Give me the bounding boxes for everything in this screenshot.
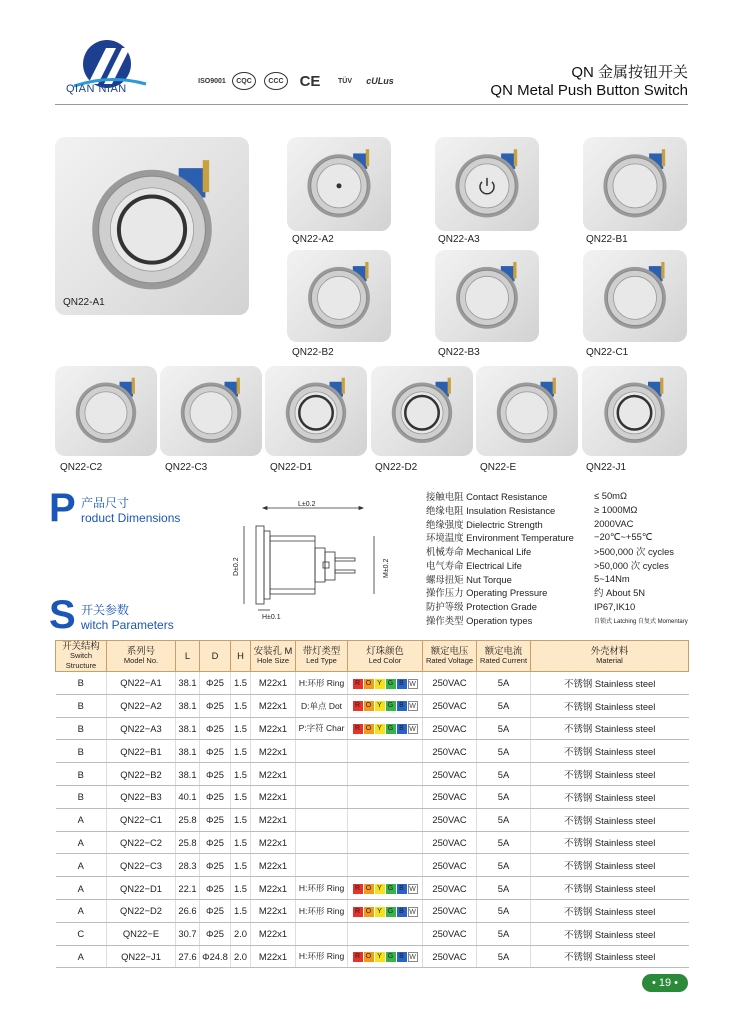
- spec-value: −20℃~+55℃: [594, 531, 653, 543]
- table-cell-H: 2.0: [231, 945, 251, 968]
- header-divider: [55, 104, 688, 105]
- table-cell-H: 1.5: [231, 899, 251, 922]
- column-header: L: [176, 641, 200, 672]
- dimension-height-label: H±0.1: [262, 614, 281, 621]
- table-row: [56, 740, 689, 763]
- company-logo: [70, 38, 150, 108]
- column-header: 开关结构 Switch Structure: [56, 641, 107, 672]
- column-header: 系列号 Model No.: [107, 641, 176, 672]
- table-cell-voltage: 250VAC: [423, 694, 477, 717]
- spec-row: [426, 517, 688, 531]
- table-cell-D: Φ25: [200, 877, 231, 900]
- column-header: 带灯类型 Led Type: [296, 641, 348, 672]
- table-cell-voltage: 250VAC: [423, 945, 477, 968]
- table-cell-D: Φ25: [200, 763, 231, 786]
- table-cell-structure: B: [56, 672, 107, 695]
- table-cell-voltage: 250VAC: [423, 922, 477, 945]
- table-cell-hole: M22x1: [251, 922, 296, 945]
- table-cell-voltage: 250VAC: [423, 808, 477, 831]
- product-label: QN22-C2: [60, 462, 103, 473]
- table-cell-model: QN22−C2: [107, 831, 176, 854]
- led-color-swatch: W: [409, 726, 416, 734]
- table-cell-voltage: 250VAC: [423, 717, 477, 740]
- table-cell-model: QN22−J1: [107, 945, 176, 968]
- table-cell-L: 38.1: [176, 763, 200, 786]
- spec-row: [426, 489, 688, 503]
- table-cell-led-type: [296, 763, 348, 786]
- led-color-swatch: R: [353, 952, 363, 962]
- table-cell-voltage: 250VAC: [423, 854, 477, 877]
- parameters-initial: S: [49, 593, 76, 637]
- table-cell-L: 28.3: [176, 854, 200, 877]
- table-cell-hole: M22x1: [251, 945, 296, 968]
- table-cell-hole: M22x1: [251, 808, 296, 831]
- led-color-cell: [348, 854, 423, 877]
- product-photo: [287, 250, 391, 342]
- table-cell-current: 5A: [477, 877, 531, 900]
- spec-key: 操作类型 Operation types: [426, 615, 533, 627]
- table-row: [56, 694, 689, 717]
- table-cell-L: 26.6: [176, 899, 200, 922]
- table-cell-L: 22.1: [176, 877, 200, 900]
- table-cell-model: QN22−C1: [107, 808, 176, 831]
- page-number: • 19 •: [642, 974, 688, 992]
- table-cell-model: QN22−A2: [107, 694, 176, 717]
- table-cell-L: 27.6: [176, 945, 200, 968]
- led-color-cell: [348, 922, 423, 945]
- spec-value: 5~14Nm: [594, 573, 630, 585]
- table-cell-current: 5A: [477, 785, 531, 808]
- led-color-swatch: G: [386, 952, 396, 962]
- led-color-swatch: Y: [375, 701, 385, 711]
- led-color-swatch: Y: [375, 907, 385, 917]
- led-color-cell: [348, 877, 423, 900]
- led-color-swatch: O: [364, 679, 374, 689]
- product-photo: [583, 137, 687, 231]
- product-label: QN22-D2: [375, 462, 418, 473]
- cert-iso-icon: ISO9001: [198, 77, 226, 85]
- spec-value: 自锁式 Latching 自复式 Momentary: [594, 618, 688, 625]
- product-label: QN22-B2: [292, 347, 334, 358]
- parameters-table: [55, 640, 689, 968]
- table-cell-structure: A: [56, 899, 107, 922]
- product-photo: [287, 137, 391, 231]
- table-cell-D: Φ25: [200, 785, 231, 808]
- table-cell-D: Φ25: [200, 808, 231, 831]
- led-color-swatch: G: [386, 679, 396, 689]
- led-color-swatch: B: [397, 884, 407, 894]
- spec-row: [426, 586, 688, 600]
- led-color-swatch: R: [353, 701, 363, 711]
- dimensions-initial: P: [49, 486, 76, 530]
- dimension-drawing: [228, 498, 388, 620]
- table-cell-led-type: H:环形 Ring: [296, 945, 348, 968]
- spec-row: [426, 613, 688, 627]
- led-color-cell: [348, 945, 423, 968]
- table-cell-D: Φ25: [200, 694, 231, 717]
- table-cell-hole: M22x1: [251, 854, 296, 877]
- dimension-thread-label: M±0.2: [383, 558, 390, 578]
- led-color-swatch: O: [364, 884, 374, 894]
- table-cell-material: 不锈钢 Stainless steel: [531, 945, 689, 968]
- table-cell-H: 1.5: [231, 672, 251, 695]
- spec-value: ≤ 50mΩ: [594, 490, 627, 502]
- column-header: 安装孔 M Hole Size: [251, 641, 296, 672]
- column-header: D: [200, 641, 231, 672]
- spec-value: 约 About 5N: [594, 587, 646, 599]
- led-color-swatch: Y: [375, 884, 385, 894]
- table-row: [56, 808, 689, 831]
- table-row: [56, 763, 689, 786]
- table-cell-led-type: [296, 854, 348, 877]
- spec-row: [426, 544, 688, 558]
- cert-tuv-icon: TÜV: [338, 77, 352, 85]
- cert-cqc-icon: CQC: [232, 72, 256, 90]
- led-color-swatch: O: [364, 724, 374, 734]
- table-row: [56, 877, 689, 900]
- led-color-swatch: W: [409, 954, 416, 962]
- spec-row: [426, 530, 688, 544]
- table-cell-current: 5A: [477, 899, 531, 922]
- product-label: QN22-E: [480, 462, 517, 473]
- column-header: 外壳材料 Material: [531, 641, 689, 672]
- led-color-swatch: Y: [375, 952, 385, 962]
- table-cell-voltage: 250VAC: [423, 672, 477, 695]
- table-cell-material: 不锈钢 Stainless steel: [531, 922, 689, 945]
- led-color-swatch: B: [397, 701, 407, 711]
- led-color-cell: [348, 808, 423, 831]
- led-color-cell: [348, 899, 423, 922]
- led-color-cell: [348, 785, 423, 808]
- table-cell-hole: M22x1: [251, 763, 296, 786]
- table-cell-current: 5A: [477, 831, 531, 854]
- cert-ccc-icon: CCC: [264, 72, 288, 90]
- led-color-swatch: W: [409, 703, 416, 711]
- dimensions-heading-en: roduct Dimensions: [81, 511, 181, 525]
- table-cell-D: Φ24.8: [200, 945, 231, 968]
- cert-ce-icon: CE: [299, 72, 321, 90]
- table-cell-structure: C: [56, 922, 107, 945]
- table-cell-material: 不锈钢 Stainless steel: [531, 877, 689, 900]
- spec-value: >50,000 次 cycles: [594, 559, 669, 571]
- table-cell-H: 2.0: [231, 922, 251, 945]
- table-cell-led-type: [296, 922, 348, 945]
- table-cell-structure: B: [56, 763, 107, 786]
- table-cell-current: 5A: [477, 808, 531, 831]
- table-cell-voltage: 250VAC: [423, 877, 477, 900]
- product-label: QN22-C3: [165, 462, 208, 473]
- column-header: 额定电流 Rated Current: [477, 641, 531, 672]
- table-cell-hole: M22x1: [251, 740, 296, 763]
- table-cell-L: 38.1: [176, 717, 200, 740]
- column-header: 灯珠颜色 Led Color: [348, 641, 423, 672]
- table-cell-voltage: 250VAC: [423, 899, 477, 922]
- spec-value: IP67,IK10: [594, 600, 636, 612]
- column-header: 额定电压 Rated Voltage: [423, 641, 477, 672]
- led-color-swatch: G: [386, 884, 396, 894]
- table-cell-material: 不锈钢 Stainless steel: [531, 831, 689, 854]
- product-photo: [582, 366, 687, 456]
- table-cell-L: 38.1: [176, 672, 200, 695]
- led-color-cell: [348, 763, 423, 786]
- led-color-cell: [348, 672, 423, 695]
- spec-key: 电气寿命 Electrical Life: [426, 559, 522, 571]
- table-cell-H: 1.5: [231, 808, 251, 831]
- dimension-length-label: L±0.2: [298, 501, 316, 508]
- table-cell-led-type: [296, 831, 348, 854]
- table-cell-hole: M22x1: [251, 672, 296, 695]
- product-photo: [160, 366, 262, 456]
- table-cell-D: Φ25: [200, 672, 231, 695]
- table-cell-current: 5A: [477, 854, 531, 877]
- led-color-swatch: R: [353, 884, 363, 894]
- table-cell-current: 5A: [477, 672, 531, 695]
- table-cell-current: 5A: [477, 740, 531, 763]
- table-cell-hole: M22x1: [251, 877, 296, 900]
- table-cell-D: Φ25: [200, 740, 231, 763]
- brand-name: QIAN NIAN: [66, 83, 127, 95]
- spec-row: [426, 503, 688, 517]
- table-cell-material: 不锈钢 Stainless steel: [531, 763, 689, 786]
- table-cell-led-type: D:单点 Dot: [296, 694, 348, 717]
- table-cell-led-type: P:字符 Char: [296, 717, 348, 740]
- product-label: QN22-A1: [63, 297, 105, 308]
- table-row: [56, 945, 689, 968]
- led-color-swatch: W: [409, 908, 416, 916]
- table-cell-current: 5A: [477, 717, 531, 740]
- table-body: [56, 672, 689, 968]
- product-label: QN22-D1: [270, 462, 313, 473]
- product-photo: [435, 250, 539, 342]
- table-cell-L: 25.8: [176, 831, 200, 854]
- table-cell-model: QN22−E: [107, 922, 176, 945]
- table-cell-H: 1.5: [231, 854, 251, 877]
- table-cell-structure: A: [56, 808, 107, 831]
- product-label: QN22-C1: [586, 347, 629, 358]
- table-cell-hole: M22x1: [251, 785, 296, 808]
- led-color-swatch: O: [364, 907, 374, 917]
- product-label: QN22-J1: [586, 462, 627, 473]
- table-cell-structure: A: [56, 877, 107, 900]
- table-cell-model: QN22−C3: [107, 854, 176, 877]
- led-color-swatch: R: [353, 907, 363, 917]
- table-cell-H: 1.5: [231, 763, 251, 786]
- table-row: [56, 831, 689, 854]
- table-cell-D: Φ25: [200, 922, 231, 945]
- table-cell-hole: M22x1: [251, 899, 296, 922]
- table-cell-led-type: H:环形 Ring: [296, 877, 348, 900]
- table-cell-model: QN22−D1: [107, 877, 176, 900]
- table-cell-material: 不锈钢 Stainless steel: [531, 808, 689, 831]
- led-color-swatch: O: [364, 701, 374, 711]
- product-label: QN22-B1: [586, 234, 628, 245]
- table-cell-hole: M22x1: [251, 694, 296, 717]
- table-cell-material: 不锈钢 Stainless steel: [531, 717, 689, 740]
- spec-key: 绝缘电阻 Insulation Resistance: [426, 504, 556, 516]
- led-color-swatch: W: [409, 885, 416, 893]
- table-cell-led-type: [296, 808, 348, 831]
- cert-ul-icon: cULus: [366, 76, 394, 86]
- led-color-cell: [348, 717, 423, 740]
- led-color-swatch: B: [397, 952, 407, 962]
- spec-value: >500,000 次 cycles: [594, 546, 674, 558]
- table-cell-L: 38.1: [176, 694, 200, 717]
- table-cell-led-type: H:环形 Ring: [296, 672, 348, 695]
- led-color-swatch: G: [386, 701, 396, 711]
- led-color-swatch: B: [397, 679, 407, 689]
- table-row: [56, 854, 689, 877]
- product-photo: [265, 366, 367, 456]
- table-header-row: [56, 641, 689, 672]
- table-cell-model: QN22−B3: [107, 785, 176, 808]
- table-cell-L: 38.1: [176, 740, 200, 763]
- led-color-swatch: B: [397, 724, 407, 734]
- table-cell-H: 1.5: [231, 831, 251, 854]
- table-cell-current: 5A: [477, 945, 531, 968]
- led-color-swatch: B: [397, 907, 407, 917]
- led-color-cell: [348, 740, 423, 763]
- spec-key: 操作压力 Operating Pressure: [426, 587, 548, 599]
- table-row: [56, 717, 689, 740]
- spec-key: 环境温度 Environment Temperature: [426, 532, 574, 544]
- led-color-swatch: O: [364, 952, 374, 962]
- table-cell-model: QN22−B2: [107, 763, 176, 786]
- product-photo: [435, 137, 539, 231]
- spec-key: 机械寿命 Mechanical Life: [426, 546, 532, 558]
- table-cell-D: Φ25: [200, 899, 231, 922]
- led-color-swatch: Y: [375, 679, 385, 689]
- table-cell-voltage: 250VAC: [423, 785, 477, 808]
- table-cell-material: 不锈钢 Stainless steel: [531, 672, 689, 695]
- spec-row: [426, 558, 688, 572]
- table-cell-H: 1.5: [231, 740, 251, 763]
- spec-key: 螺母扭矩 Nut Torque: [426, 573, 512, 585]
- product-photo: [583, 250, 687, 342]
- table-cell-voltage: 250VAC: [423, 740, 477, 763]
- table-cell-model: QN22−D2: [107, 899, 176, 922]
- product-label: QN22-A2: [292, 234, 334, 245]
- table-cell-structure: A: [56, 831, 107, 854]
- table-row: [56, 785, 689, 808]
- table-cell-H: 1.5: [231, 877, 251, 900]
- table-cell-structure: B: [56, 785, 107, 808]
- table-cell-model: QN22−B1: [107, 740, 176, 763]
- spec-key: 防护等级 Protection Grade: [426, 601, 537, 613]
- parameters-heading-cn: 开关参数: [81, 603, 130, 617]
- table-cell-structure: B: [56, 740, 107, 763]
- table-cell-L: 40.1: [176, 785, 200, 808]
- table-cell-D: Φ25: [200, 717, 231, 740]
- spec-value: 2000VAC: [594, 517, 634, 529]
- table-cell-material: 不锈钢 Stainless steel: [531, 740, 689, 763]
- table-cell-material: 不锈钢 Stainless steel: [531, 694, 689, 717]
- spec-value: ≥ 1000MΩ: [594, 504, 638, 516]
- product-photo: [371, 366, 473, 456]
- product-label: QN22-A3: [438, 234, 480, 245]
- table-cell-hole: M22x1: [251, 831, 296, 854]
- table-cell-structure: B: [56, 694, 107, 717]
- table-cell-D: Φ25: [200, 854, 231, 877]
- table-cell-material: 不锈钢 Stainless steel: [531, 854, 689, 877]
- led-color-swatch: G: [386, 907, 396, 917]
- table-cell-current: 5A: [477, 922, 531, 945]
- led-color-swatch: W: [409, 680, 416, 688]
- table-cell-current: 5A: [477, 763, 531, 786]
- table-cell-led-type: [296, 785, 348, 808]
- table-cell-model: QN22−A1: [107, 672, 176, 695]
- table-cell-H: 1.5: [231, 785, 251, 808]
- led-color-cell: [348, 831, 423, 854]
- table-cell-structure: B: [56, 717, 107, 740]
- column-header: H: [231, 641, 251, 672]
- spec-key: 绝缘强度 Dielectric Strength: [426, 518, 543, 530]
- table-cell-led-type: H:环形 Ring: [296, 899, 348, 922]
- table-cell-hole: M22x1: [251, 717, 296, 740]
- table-cell-structure: A: [56, 945, 107, 968]
- led-color-swatch: G: [386, 724, 396, 734]
- spec-key: 接触电阻 Contact Resistance: [426, 490, 548, 502]
- table-cell-led-type: [296, 740, 348, 763]
- table-cell-L: 30.7: [176, 922, 200, 945]
- dimension-diameter-label: D±0.2: [233, 557, 240, 576]
- spec-row: [426, 599, 688, 613]
- dimensions-heading-cn: 产品尺寸: [81, 496, 130, 510]
- spec-row: [426, 572, 688, 586]
- table-cell-H: 1.5: [231, 694, 251, 717]
- table-cell-structure: A: [56, 854, 107, 877]
- product-photo: [476, 366, 578, 456]
- table-cell-current: 5A: [477, 694, 531, 717]
- table-cell-L: 25.8: [176, 808, 200, 831]
- table-cell-material: 不锈钢 Stainless steel: [531, 899, 689, 922]
- led-color-swatch: R: [353, 679, 363, 689]
- product-photo: [55, 137, 249, 315]
- parameters-heading-en: witch Parameters: [81, 618, 174, 632]
- table-cell-material: 不锈钢 Stainless steel: [531, 785, 689, 808]
- table-cell-voltage: 250VAC: [423, 763, 477, 786]
- spec-list: [426, 489, 688, 627]
- page-title-en: QN Metal Push Button Switch: [490, 82, 688, 99]
- page-title-cn: QN 金属按钮开关: [571, 64, 688, 81]
- product-label: QN22-B3: [438, 347, 480, 358]
- table-cell-H: 1.5: [231, 717, 251, 740]
- table-cell-D: Φ25: [200, 831, 231, 854]
- table-cell-model: QN22−A3: [107, 717, 176, 740]
- table-row: [56, 672, 689, 695]
- product-photo: [55, 366, 157, 456]
- led-color-cell: [348, 694, 423, 717]
- table-row: [56, 922, 689, 945]
- table-cell-voltage: 250VAC: [423, 831, 477, 854]
- led-color-swatch: R: [353, 724, 363, 734]
- led-color-swatch: Y: [375, 724, 385, 734]
- table-row: [56, 899, 689, 922]
